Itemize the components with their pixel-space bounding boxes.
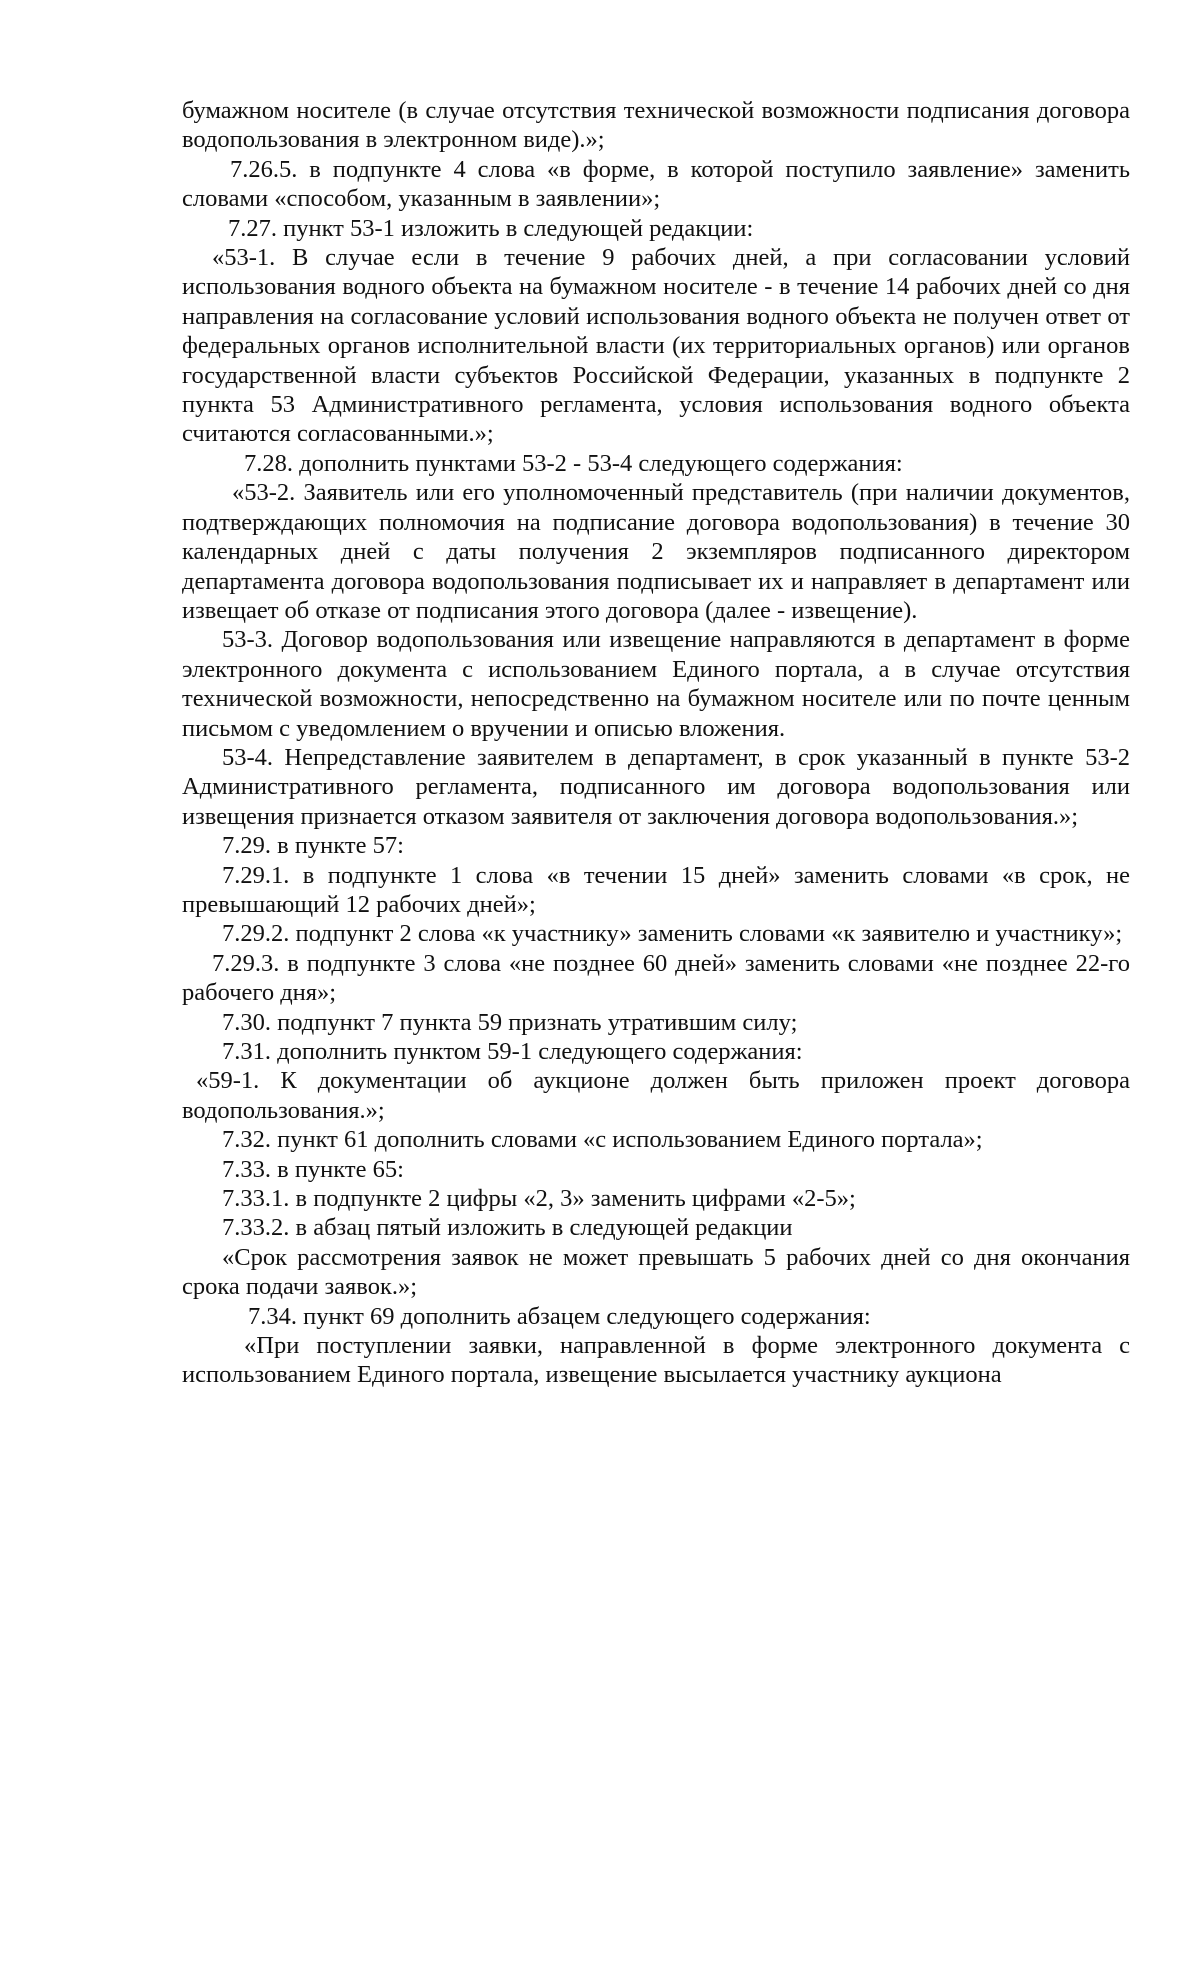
paragraph-7-27: 7.27. пункт 53-1 изложить в следующей редакции: bbox=[228, 214, 754, 242]
paragraph-7-33: 7.33. в пункте 65: bbox=[222, 1155, 404, 1183]
paragraph-7-33-2: 7.33.2. в абзац пятый изложить в следующей редакции bbox=[222, 1214, 793, 1242]
paragraph-7-34: 7.34. пункт 69 дополнить абзацем следующего содержания: bbox=[248, 1302, 871, 1330]
paragraph-7-30: 7.30. подпункт 7 пункта 59 признать утратившим силу; bbox=[222, 1008, 798, 1036]
paragraph-7-29-3: 7.29.3. в подпункте 3 слова «не позднее 60 дней» заменить словами «не позднее 22-го рабочего дня»; bbox=[182, 949, 1130, 1007]
paragraph-review-term: «Срок рассмотрения заявок не может превышать 5 рабочих дней со дня окончания срока подачи заявок.»; bbox=[182, 1243, 1130, 1301]
paragraph-59-1: «59-1. К документации об аукционе должен быть приложен проект договора водопользования.»; bbox=[182, 1067, 1130, 1124]
paragraph-7-28: 7.28. дополнить пунктами 53-2 - 53-4 следующего содержания: bbox=[244, 449, 903, 477]
paragraph-application-notice: «При поступлении заявки, направленной в форме электронного документа с использованием Единого портала, извещение высылается участнику аукциона bbox=[182, 1332, 1130, 1389]
paragraph-7-29-1: 7.29.1. в подпункте 1 слова «в течении 15 дней» заменить словами «в срок, не превышающий 12 рабочих дней»; bbox=[182, 861, 1130, 918]
paragraph-continuation: бумажном носителе (в случае отсутствия технической возможности подписания договора водопользования в электронном виде).»; bbox=[182, 97, 1130, 154]
paragraph-53-4: 53-4. Непредставление заявителем в департамент, в срок указанный в пункте 53-2 Административного регламента, подписанного им договора водопользования или извещения признается отказом заявителя от заключения договора водопользования.»; bbox=[182, 743, 1130, 830]
paragraph-53-2: «53-2. Заявитель или его уполномоченный представитель (при наличии документов, подтверждающих полномочия на подписание договора водопользования) в течение 30 календарных дней с даты получения 2 экземпляров подписанного директором департамента договора водопользования подписывает их и направляет в департамент или извещает об отказе от подписания этого договора (далее - извещение). bbox=[182, 479, 1130, 624]
paragraph-7-29: 7.29. в пункте 57: bbox=[222, 832, 404, 860]
paragraph-7-29-2: 7.29.2. подпункт 2 слова «к участнику» заменить словами «к заявителю и участнику»; bbox=[222, 920, 1123, 948]
paragraph-7-33-1: 7.33.1. в подпункте 2 цифры «2, 3» заменить цифрами «2-5»; bbox=[222, 1185, 856, 1213]
paragraph-7-32: 7.32. пункт 61 дополнить словами «с использованием Единого портала»; bbox=[222, 1126, 983, 1154]
paragraph-53-3: 53-3. Договор водопользования или извещение направляются в департамент в форме электронного документа с использованием Единого портала, а в случае отсутствия технической возможности, непосредственно на бумажном носителе или по почте ценным письмом с уведомлением о вручении и описью вложения. bbox=[182, 626, 1130, 742]
paragraph-53-1: «53-1. В случае если в течение 9 рабочих дней, а при согласовании условий использования водного объекта на бумажном носителе - в течение 14 рабочих дней со дня направления на согласование условий использования водного объекта не получен ответ от федеральных органов исполнительной власти (их территориальных органов) или органов государственной власти субъектов Российской Федерации, указанных в подпункте 2 пункта 53 Административного регламента, условия использования водного объекта считаются согласованными.»; bbox=[182, 244, 1130, 448]
paragraph-7-26-5: 7.26.5. в подпункте 4 слова «в форме, в которой поступило заявление» заменить словами «способом, указанным в заявлении»; bbox=[182, 155, 1130, 213]
paragraph-7-31: 7.31. дополнить пунктом 59-1 следующего содержания: bbox=[222, 1038, 803, 1065]
document-body bbox=[182, 96, 1130, 1390]
